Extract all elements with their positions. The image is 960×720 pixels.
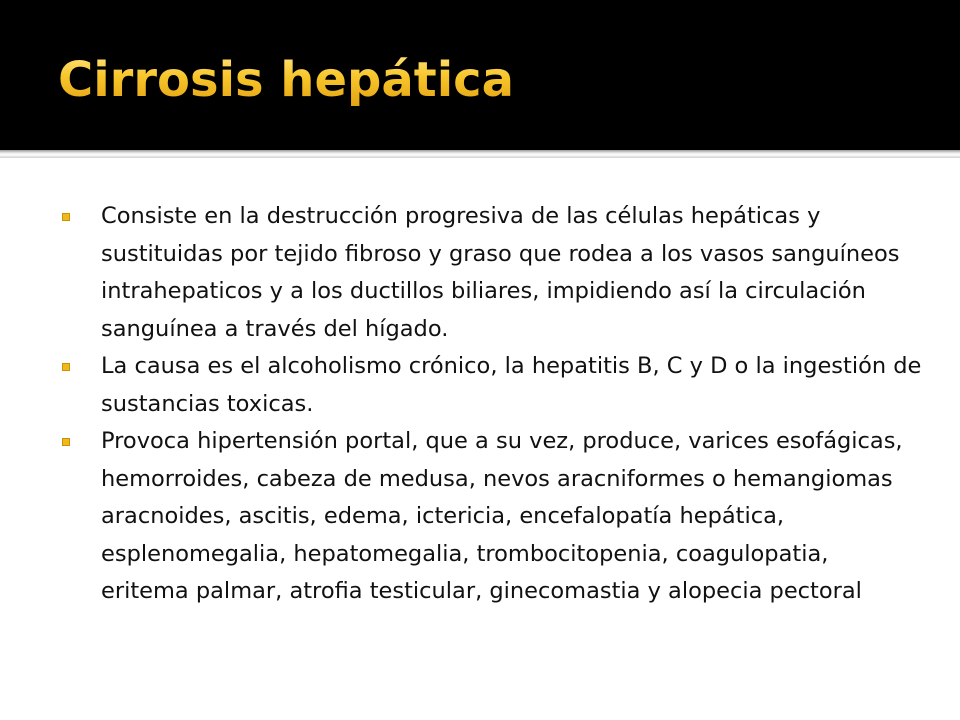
title-divider: [0, 150, 960, 158]
bullet-item: [62, 348, 922, 423]
title-band: [0, 0, 960, 150]
slide-title: Cirrosis hepática: [58, 52, 515, 108]
bullet-text: Consiste en la destrucción progresiva de las células hepáticas y sustituidas por tejido fibroso y graso que rodea a los vasos sanguíneos intrahepaticos y a los ductillos biliares, impidiendo así la circulación sanguínea a través del hígado.: [101, 203, 900, 342]
square-bullet-icon: [62, 213, 70, 221]
square-bullet-icon: [62, 363, 70, 371]
bullet-text: Provoca hipertensión portal, que a su vez, produce, varices esofágicas, hemorroides, cabeza de medusa, nevos aracniformes o hemangiomas aracnoides, ascitis, edema, ictericia, encefalopatía hepática, esplenomegalia, hepatomegalia, trombocitopenia, coagulopatia, eritema palmar, atrofia testicular, ginecomastia y alopecia pectoral: [101, 428, 903, 604]
square-bullet-icon: [62, 438, 70, 446]
content-area: [0, 158, 960, 720]
bullet-item: [62, 423, 922, 611]
bullet-list: [62, 198, 922, 611]
bullet-text: La causa es el alcoholismo crónico, la hepatitis B, C y D o la ingestión de sustancias toxicas.: [101, 353, 922, 417]
bullet-item: [62, 198, 922, 348]
